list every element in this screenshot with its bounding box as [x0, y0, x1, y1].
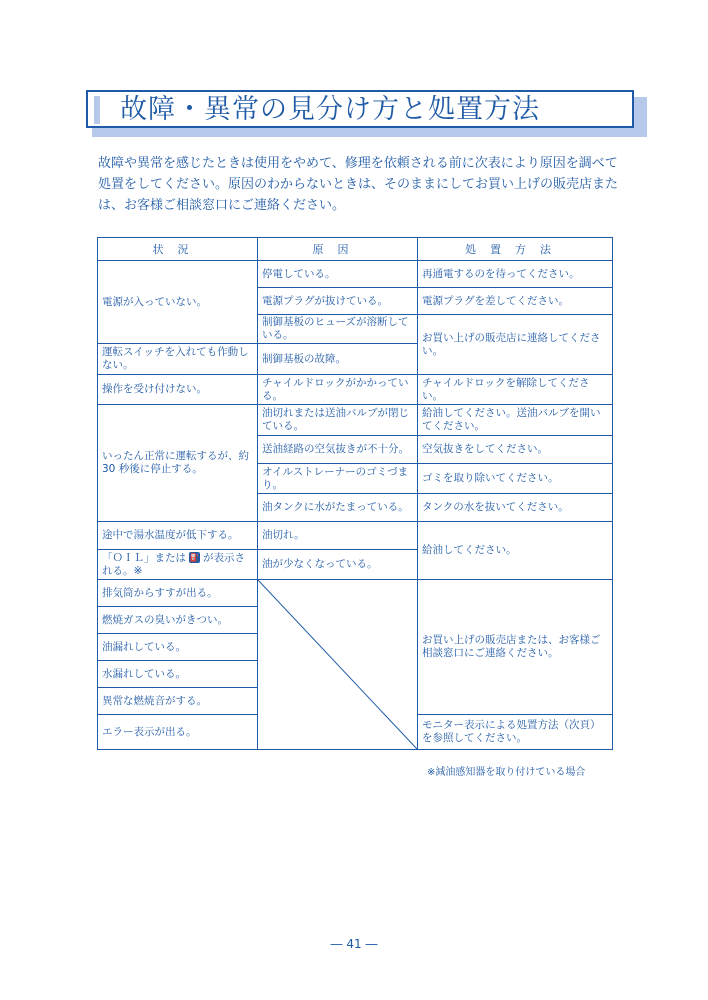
situation-cell: 電源が入っていない。	[98, 261, 258, 344]
cause-cell: 制御基板の故障。	[258, 344, 418, 375]
cause-cell: 電源プラグが抜けている。	[258, 288, 418, 315]
cause-cell: 油タンクに水がたまっている。	[258, 494, 418, 522]
action-cell: 電源プラグを差してください。	[418, 288, 613, 315]
table-header-row	[98, 238, 613, 261]
situation-cell: 途中で湯水温度が低下する。	[98, 522, 258, 550]
cause-cell: オイルストレーナーのゴミづまり。	[258, 464, 418, 494]
cause-cell: チャイルドロックがかかっている。	[258, 375, 418, 405]
action-cell: 再通電するのを待ってください。	[418, 261, 613, 288]
footnote: ※減油感知器を取り付けている場合	[427, 767, 586, 778]
oil-text-b: が表示される。※	[102, 551, 245, 577]
table-row	[98, 580, 613, 607]
situation-cell: 油漏れしている。	[98, 634, 258, 661]
action-cell: お買い上げの販売店または、お客様ご相談窓口にご連絡ください。	[418, 580, 613, 715]
situation-cell: 燃焼ガスの臭いがきつい。	[98, 607, 258, 634]
situation-cell: 操作を受け付けない。	[98, 375, 258, 405]
intro-paragraph: 故障や異常を感じたときは使用をやめて、修理を依頼される前に次表により原因を調べて処置をしてください。原因のわからないときは、そのままにしてお買い上げの販売店または、お客様ご相談窓口にご連絡ください。	[98, 156, 619, 213]
header-action: 処置方法	[418, 238, 613, 261]
cause-cell: 油切れ。	[258, 522, 418, 550]
situation-cell: いったん正常に運転するが、約 30 秒後に停止する。	[98, 405, 258, 522]
action-cell: チャイルドロックを解除してください。	[418, 375, 613, 405]
troubleshooting-table	[97, 237, 613, 750]
cause-cell: 送油経路の空気抜きが不十分。	[258, 436, 418, 464]
cause-cell: 停電している。	[258, 261, 418, 288]
table-row	[98, 375, 613, 405]
table-row	[98, 261, 613, 288]
situation-cell: 排気筒からすすが出る。	[98, 580, 258, 607]
cause-cell: 制御基板のヒューズが溶断している。	[258, 315, 418, 344]
action-cell: 給油してください。送油バルブを開いてください。	[418, 405, 613, 436]
situation-cell: エラー表示が出る。	[98, 715, 258, 750]
action-cell: ゴミを取り除いてください。	[418, 464, 613, 494]
title-box	[86, 90, 634, 128]
fuel-icon: ⛽	[189, 553, 200, 562]
action-cell: モニター表示による処置方法（次頁）を参照してください。	[418, 715, 613, 750]
situation-cell: 水漏れしている。	[98, 661, 258, 688]
page-number: ― 41 ―	[330, 937, 378, 951]
cause-cell: 油が少なくなっている。	[258, 550, 418, 580]
table-row	[98, 405, 613, 436]
empty-cause-cell	[258, 580, 418, 750]
situation-cell: 異常な燃焼音がする。	[98, 688, 258, 715]
action-cell: タンクの水を抜いてください。	[418, 494, 613, 522]
header-situation: 状況	[98, 238, 258, 261]
header-cause: 原因	[258, 238, 418, 261]
diagonal-line	[258, 580, 417, 749]
oil-text-a: 「ＯＩＬ」または	[102, 551, 186, 564]
title-accent-bar	[94, 96, 100, 124]
situation-cell: 運転スイッチを入れても作動しない。	[98, 344, 258, 375]
table-row	[98, 522, 613, 550]
situation-cell	[98, 550, 258, 580]
action-cell: 給油してください。	[418, 522, 613, 580]
action-cell: お買い上げの販売店に連絡してください。	[418, 315, 613, 375]
cause-cell: 油切れまたは送油バルブが閉じている。	[258, 405, 418, 436]
page-title: 故障・異常の見分け方と処置方法	[120, 94, 540, 125]
action-cell: 空気抜きをしてください。	[418, 436, 613, 464]
